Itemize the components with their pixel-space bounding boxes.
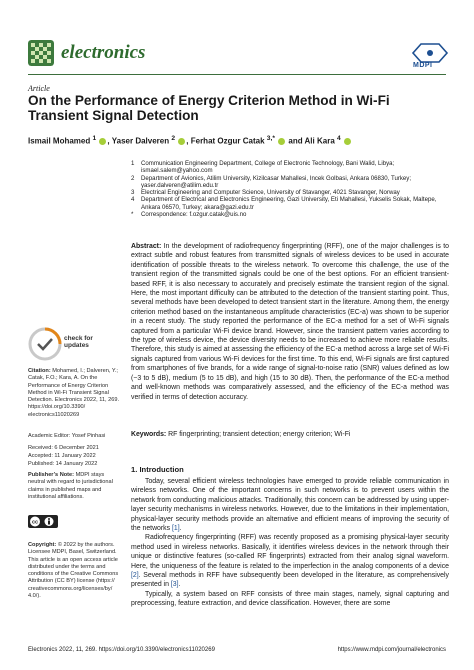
paragraph: Radiofrequency fingerprinting (RFF) was recently proposed as a promising physical-layer security method used in wireless networks. Basically, it identifies wireless devices in the network through their unique or distinctive features (so-called RF fingerprints) extracted from their analog signal waveform. Here, the uniqueness of the feature is related to the imperfection in the analog components of a device [2]. Several methods in RFF have subsequently been developed in the literature, as comprehensively presented in [3]. [131, 534, 449, 589]
reference-link[interactable]: [2] [131, 572, 139, 580]
abstract-label: Abstract: [131, 243, 162, 250]
footer-citation[interactable]: Electronics 2022, 11, 269. https://doi.org/10.3390/electronics11020269 [28, 647, 215, 653]
abstract-text: In the development of radiofrequency fingerprinting (RFF), one of the major challenges is to extract subtle and robust features from transmitted signals of wireless devices to be used in accurate identification of possible threats to the wireless network. To overcome this challenge, the use of the transient region of the transmitted signals could be one of the best options. For an efficient transient-based RFF, it is also necessary to accurately and precisely estimate the transient region of the signal. Here, the most important difficulty can be attributed to the detection of the transient starting point. Thus, several methods have been developed to detect transient start in the literature. Among them, the energy criterion method based on the instantaneous amplitude characteristics (EC-a) was shown to be superior in a recent study. The study reported the performance of the EC-a method for a set of Wi-Fi signals captured from a particular Wi-Fi device brand. However, since the transient pattern varies according to the type of wireless device, the device diversity needs to be increased to achieve more reliable results. Therefore, this study is aimed at assessing the efficiency of the EC-a method across a large set of Wi-Fi signals captured from various Wi-Fi devices for the first time. To this end, Wi-Fi signals are first captured from smartphones of five brands, for a wide range of signal-to-noise ratio (SNR) values defined as low (−3 to 5 dB), medium (5 to 15 dB), and high (15 to 30 dB). Then, the performance of the EC-a method and well-known methods was comparatively assessed, and the efficiency of the EC-a method was verified in terms of detection accuracy. [131, 243, 449, 401]
reference-link[interactable]: [1] [171, 525, 180, 533]
affiliation-item: 3 Electrical Engineering and Computer Science, University of Stavanger, 4021 Stavanger, Norway [131, 189, 400, 197]
author-mark: 2 [171, 135, 176, 142]
journal-name: electronics [61, 42, 146, 63]
correspondence: * Correspondence: f.ozgur.catak@uis.no [131, 211, 247, 219]
mdpi-logo-icon [411, 42, 449, 64]
journal-logo-icon [28, 40, 54, 66]
author-mark: 4 [337, 135, 341, 142]
received-date: Received: 6 December 2021 [28, 445, 99, 451]
introduction-body [131, 477, 449, 609]
footer-journal-url[interactable]: https://www.mdpi.com/journal/electronics [337, 647, 446, 653]
svg-text:cc: cc [31, 519, 39, 526]
check-for-updates-icon[interactable] [28, 327, 62, 361]
orcid-icon[interactable] [344, 138, 351, 145]
article-type: Article [28, 84, 50, 93]
author-mark: 1 [92, 135, 97, 142]
accepted-date: Accepted: 11 January 2022 [28, 453, 96, 459]
author-mark: 3,* [266, 135, 275, 142]
author-list: Ismail Mohamed $^1$ , Yaser Dalveren $^2$ , Ferhat Ozgur Catak $^{3,*}$ and Ali Kara $^4$ [28, 135, 352, 146]
affiliation-item: 2 Department of Avionics, Atilim University, Kizilcasar Mahallesi, Incek Golbasi, Ankara 06830, Turkey; yaser.dalveren@atilim.edu.tr [131, 174, 412, 189]
section-heading: 1. Introduction [131, 465, 184, 474]
citation: Citation: Mohamed, I.; Dalveren, Y.; Catak, F.O.; Kara, A. On the Performance of Energy Criterion Method in Wi-Fi Transient Signal Detection. Electronics 2022, 11, 269. https://doi.org/10.3390/ electronics11020269 [28, 368, 120, 418]
orcid-icon[interactable] [278, 138, 285, 145]
publisher-name: MDPI [413, 62, 433, 69]
author-name[interactable]: Yaser Dalveren [111, 136, 170, 146]
check-for-updates-label[interactable]: check for updates [64, 335, 93, 349]
article-title: On the Performance of Energy Criterion Method in Wi-Fi Transient Signal Detection [28, 93, 390, 123]
orcid-icon[interactable] [178, 138, 185, 145]
author-name[interactable]: Ismail Mohamed [28, 136, 91, 146]
author-name[interactable]: Ali Kara [304, 136, 335, 146]
affiliation-item: 1 Communication Engineering Department, College of Electronic Technology, Bani Walid, Libya; ismael.salem@yahoo.com [131, 160, 395, 175]
affiliations [131, 160, 449, 218]
published-date: Published: 14 January 2022 [28, 461, 98, 467]
affiliation-item: 4 Department of Electrical and Electronics Engineering, Gazi University, Eti Mahallesi, Yukselis Sokak, Maltepe, Ankara 06570, Turkey; akara@gazi.edu.tr [131, 196, 437, 211]
publisher-note: Publisher’s Note: MDPI stays neutral with regard to jurisdictional claims in published maps and institutional affiliations. [28, 472, 113, 500]
reference-link[interactable]: [3] [170, 581, 179, 589]
keywords [131, 430, 449, 439]
abstract [131, 242, 449, 402]
academic-editor: Academic Editor: Yosef Pinhasi [28, 433, 106, 439]
keywords-label: Keywords: [131, 431, 167, 438]
paragraph: Today, several efficient wireless technologies have emerged to provide reliable communication in wireless networks. One of the important concerns in such networks is to prevent users within the network from conducting malicious attacks. Traditionally, this concern can be addressed by using upper-layer security mechanisms in wireless networks. However, due to the limitations in their implementation, physical-layer security methods provide an alternative and efficient means of improving the security of the networks [1]. [131, 478, 449, 533]
header-rule [28, 74, 446, 75]
copyright: Copyright: © 2022 by the authors. Licensee MDPI, Basel, Switzerland. This article is an open access article distributed under the terms and conditions of the Creative Commons Attribution (CC BY) license (https:// creativecommons.org/licenses/by/ 4.0/). [28, 542, 119, 600]
orcid-icon[interactable] [99, 138, 106, 145]
page-footer [28, 647, 446, 653]
cc-icon [28, 515, 58, 528]
cc-by-license-icon[interactable] [28, 515, 58, 528]
paragraph: Typically, a system based on RFF consists of three main stages, namely, signal capturing and preprocessing, feature extraction, and device classification. However, there are some [131, 590, 449, 608]
keywords-text: RF fingerprinting; transient detection; energy criterion; Wi-Fi [168, 431, 351, 438]
author-name[interactable]: Ferhat Ozgur Catak [190, 136, 265, 146]
